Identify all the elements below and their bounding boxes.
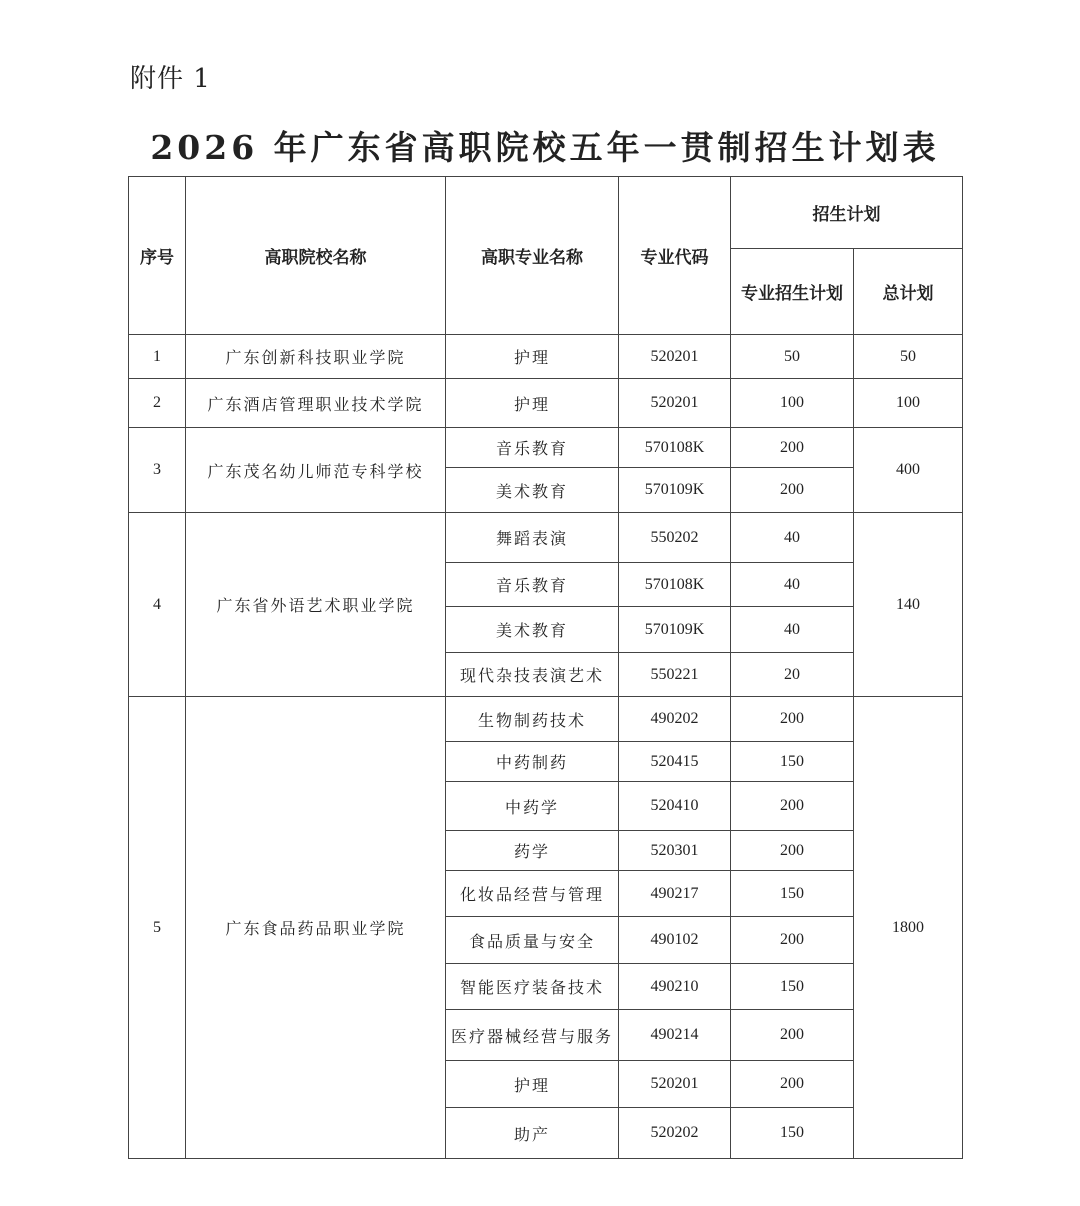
major-code: 520201 bbox=[619, 379, 731, 428]
major-name: 护理 bbox=[446, 379, 619, 428]
major-name: 音乐教育 bbox=[446, 563, 619, 607]
school-name: 广东食品药品职业学院 bbox=[186, 697, 446, 1159]
major-name: 舞蹈表演 bbox=[446, 513, 619, 563]
table-row bbox=[129, 428, 963, 468]
header-plan-group: 招生计划 bbox=[731, 177, 963, 249]
total-plan: 140 bbox=[854, 513, 963, 697]
major-plan: 200 bbox=[731, 697, 854, 742]
header-index: 序号 bbox=[129, 177, 186, 335]
row-index: 3 bbox=[129, 428, 186, 513]
major-name: 化妆品经营与管理 bbox=[446, 871, 619, 917]
major-name: 美术教育 bbox=[446, 468, 619, 513]
major-code: 570109K bbox=[619, 468, 731, 513]
header-major-plan: 专业招生计划 bbox=[731, 249, 854, 335]
total-plan: 400 bbox=[854, 428, 963, 513]
major-plan: 200 bbox=[731, 782, 854, 831]
major-plan: 40 bbox=[731, 607, 854, 653]
major-plan: 200 bbox=[731, 1010, 854, 1061]
total-plan: 1800 bbox=[854, 697, 963, 1159]
major-code: 520410 bbox=[619, 782, 731, 831]
major-plan: 40 bbox=[731, 563, 854, 607]
table-row bbox=[129, 335, 963, 379]
school-name: 广东茂名幼儿师范专科学校 bbox=[186, 428, 446, 513]
row-index: 4 bbox=[129, 513, 186, 697]
major-code: 550221 bbox=[619, 653, 731, 697]
major-code: 490202 bbox=[619, 697, 731, 742]
major-plan: 200 bbox=[731, 428, 854, 468]
document-title: 2026 年广东省高职院校五年一贯制招生计划表 bbox=[150, 128, 940, 167]
attachment-label: 附件 1 bbox=[130, 64, 211, 94]
major-code: 570108K bbox=[619, 428, 731, 468]
major-code: 490210 bbox=[619, 964, 731, 1010]
major-code: 520201 bbox=[619, 335, 731, 379]
major-plan: 150 bbox=[731, 742, 854, 782]
table-row bbox=[129, 379, 963, 428]
major-code: 570109K bbox=[619, 607, 731, 653]
table-body bbox=[129, 335, 963, 1159]
major-code: 520301 bbox=[619, 831, 731, 871]
table-row bbox=[129, 697, 963, 742]
major-code: 520202 bbox=[619, 1108, 731, 1159]
major-code: 490217 bbox=[619, 871, 731, 917]
major-plan: 50 bbox=[731, 335, 854, 379]
major-plan: 150 bbox=[731, 964, 854, 1010]
major-plan: 100 bbox=[731, 379, 854, 428]
major-plan: 200 bbox=[731, 831, 854, 871]
row-index: 2 bbox=[129, 379, 186, 428]
major-name: 助产 bbox=[446, 1108, 619, 1159]
major-plan: 150 bbox=[731, 871, 854, 917]
major-name: 中药制药 bbox=[446, 742, 619, 782]
row-index: 5 bbox=[129, 697, 186, 1159]
major-name: 现代杂技表演艺术 bbox=[446, 653, 619, 697]
major-plan: 20 bbox=[731, 653, 854, 697]
major-name: 药学 bbox=[446, 831, 619, 871]
header-code: 专业代码 bbox=[619, 177, 731, 335]
enrollment-plan-table bbox=[128, 176, 963, 1159]
major-code: 520201 bbox=[619, 1061, 731, 1108]
header-total-plan: 总计划 bbox=[854, 249, 963, 335]
header-major: 高职专业名称 bbox=[446, 177, 619, 335]
major-name: 中药学 bbox=[446, 782, 619, 831]
major-code: 520415 bbox=[619, 742, 731, 782]
total-plan: 100 bbox=[854, 379, 963, 428]
school-name: 广东创新科技职业学院 bbox=[186, 335, 446, 379]
major-plan: 200 bbox=[731, 917, 854, 964]
major-name: 护理 bbox=[446, 1061, 619, 1108]
major-name: 生物制药技术 bbox=[446, 697, 619, 742]
major-name: 音乐教育 bbox=[446, 428, 619, 468]
major-code: 490102 bbox=[619, 917, 731, 964]
school-name: 广东省外语艺术职业学院 bbox=[186, 513, 446, 697]
major-code: 490214 bbox=[619, 1010, 731, 1061]
school-name: 广东酒店管理职业技术学院 bbox=[186, 379, 446, 428]
major-name: 护理 bbox=[446, 335, 619, 379]
major-name: 智能医疗装备技术 bbox=[446, 964, 619, 1010]
major-name: 医疗器械经营与服务 bbox=[446, 1010, 619, 1061]
major-name: 美术教育 bbox=[446, 607, 619, 653]
major-code: 570108K bbox=[619, 563, 731, 607]
total-plan: 50 bbox=[854, 335, 963, 379]
major-name: 食品质量与安全 bbox=[446, 917, 619, 964]
row-index: 1 bbox=[129, 335, 186, 379]
major-plan: 200 bbox=[731, 1061, 854, 1108]
major-code: 550202 bbox=[619, 513, 731, 563]
major-plan: 150 bbox=[731, 1108, 854, 1159]
major-plan: 200 bbox=[731, 468, 854, 513]
table-row bbox=[129, 513, 963, 563]
major-plan: 40 bbox=[731, 513, 854, 563]
header-school: 高职院校名称 bbox=[186, 177, 446, 335]
